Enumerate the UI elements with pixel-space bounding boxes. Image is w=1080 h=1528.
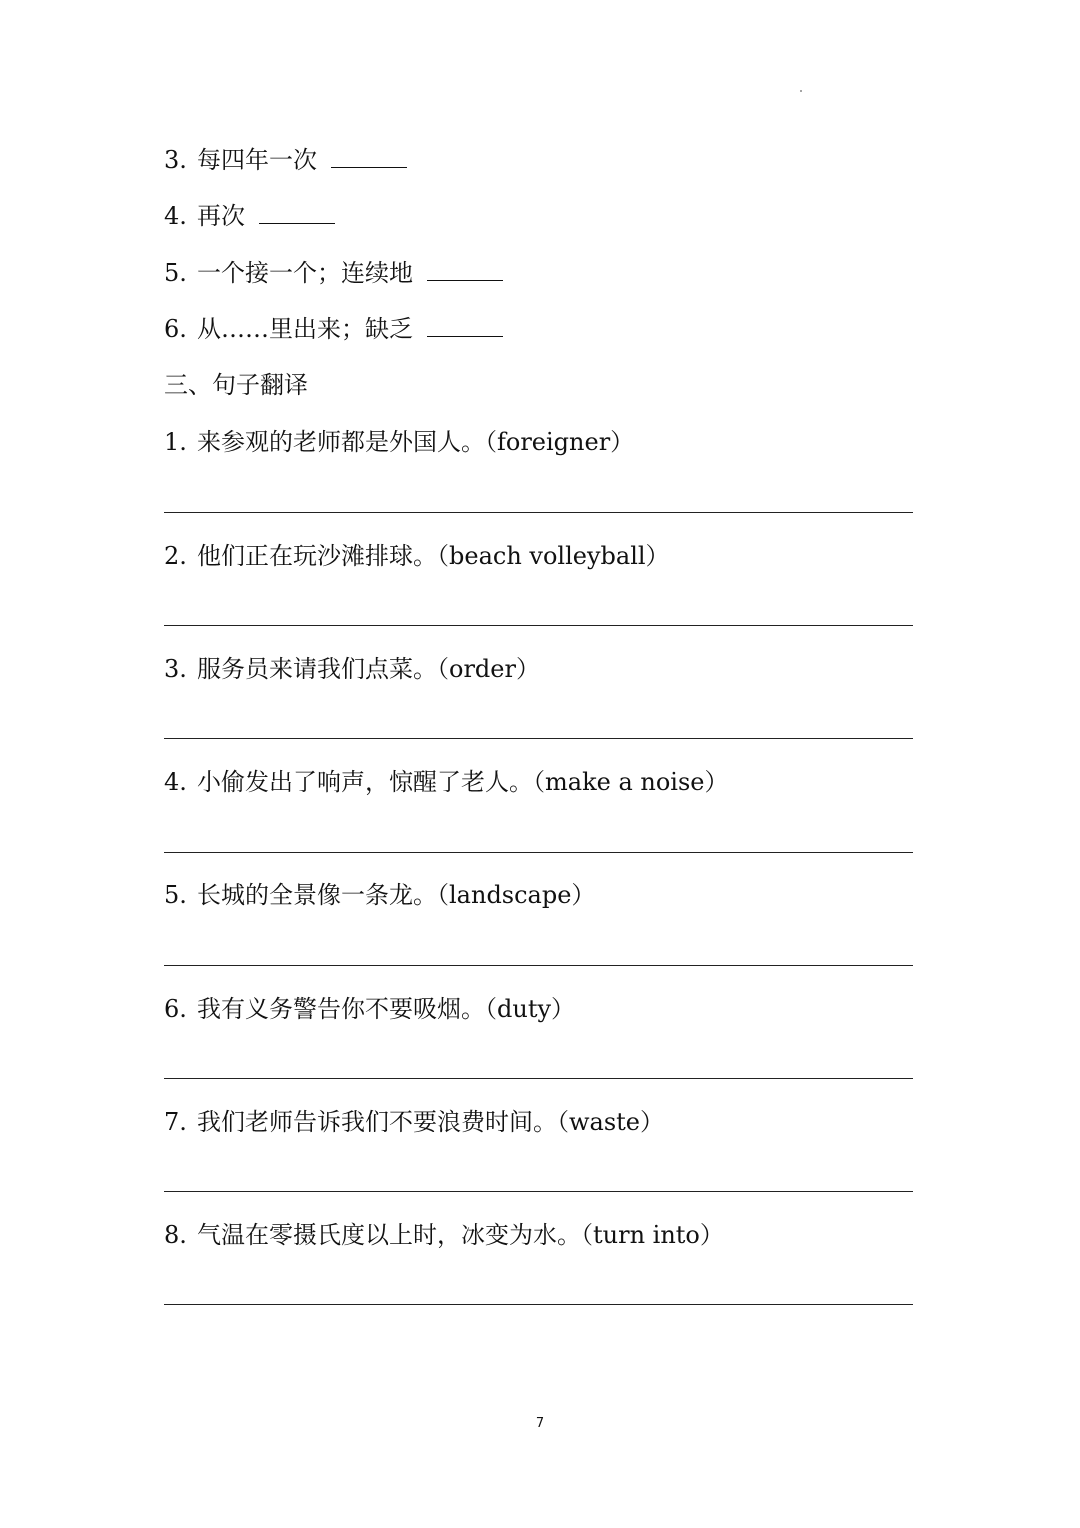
translation-item	[164, 427, 634, 457]
translation-item	[164, 1220, 724, 1250]
item-text: 长城的全景像一条龙。（landscape）	[197, 881, 596, 909]
translation-item	[164, 654, 540, 684]
item-number: 6.	[164, 995, 187, 1023]
item-number: 6.	[164, 315, 187, 343]
item-text: 气温在零摄氏度以上时，冰变为水。（turn into）	[197, 1221, 724, 1249]
item-number: 4.	[164, 768, 187, 796]
item-text: 来参观的老师都是外国人。（foreigner）	[197, 428, 635, 456]
item-number: 4.	[164, 202, 187, 230]
item-text: 服务员来请我们点菜。（order）	[197, 655, 540, 683]
page-number: 7	[535, 1416, 545, 1431]
item-text: 从……里出来；缺乏	[197, 315, 413, 343]
item-text: 小偷发出了响声，惊醒了老人。（make a noise）	[197, 768, 729, 796]
translation-item	[164, 880, 595, 910]
item-number: 5.	[164, 881, 187, 909]
vocab-item	[164, 314, 503, 344]
item-number: 3.	[164, 146, 187, 174]
item-number: 3.	[164, 655, 187, 683]
item-text: 每四年一次	[197, 146, 317, 174]
answer-blank[interactable]	[427, 260, 503, 281]
item-text: 他们正在玩沙滩排球。（beach volleyball）	[197, 542, 670, 570]
item-text: 再次	[197, 202, 245, 230]
item-number: 1.	[164, 428, 187, 456]
item-number: 5.	[164, 259, 187, 287]
item-text: 一个接一个；连续地	[197, 259, 413, 287]
answer-blank[interactable]	[259, 203, 335, 224]
scan-speck	[800, 90, 802, 92]
item-text: 我们老师告诉我们不要浪费时间。（waste）	[197, 1108, 665, 1136]
answer-line[interactable]	[164, 1078, 913, 1079]
answer-line[interactable]	[164, 1191, 913, 1192]
item-text: 我有义务警告你不要吸烟。（duty）	[197, 995, 576, 1023]
section-heading: 三、句子翻译	[164, 371, 308, 399]
answer-line[interactable]	[164, 965, 913, 966]
item-number: 8.	[164, 1221, 187, 1249]
answer-blank[interactable]	[427, 316, 503, 337]
answer-line[interactable]	[164, 1304, 913, 1305]
vocab-item	[164, 258, 503, 288]
translation-item	[164, 1107, 664, 1137]
answer-line[interactable]	[164, 625, 913, 626]
vocab-item	[164, 145, 407, 175]
vocab-item	[164, 201, 335, 231]
item-number: 2.	[164, 542, 187, 570]
answer-blank[interactable]	[331, 147, 407, 168]
translation-item	[164, 541, 670, 571]
answer-line[interactable]	[164, 512, 913, 513]
answer-line[interactable]	[164, 738, 913, 739]
translation-item	[164, 994, 575, 1024]
item-number: 7.	[164, 1108, 187, 1136]
answer-line[interactable]	[164, 852, 913, 853]
translation-item	[164, 767, 728, 797]
